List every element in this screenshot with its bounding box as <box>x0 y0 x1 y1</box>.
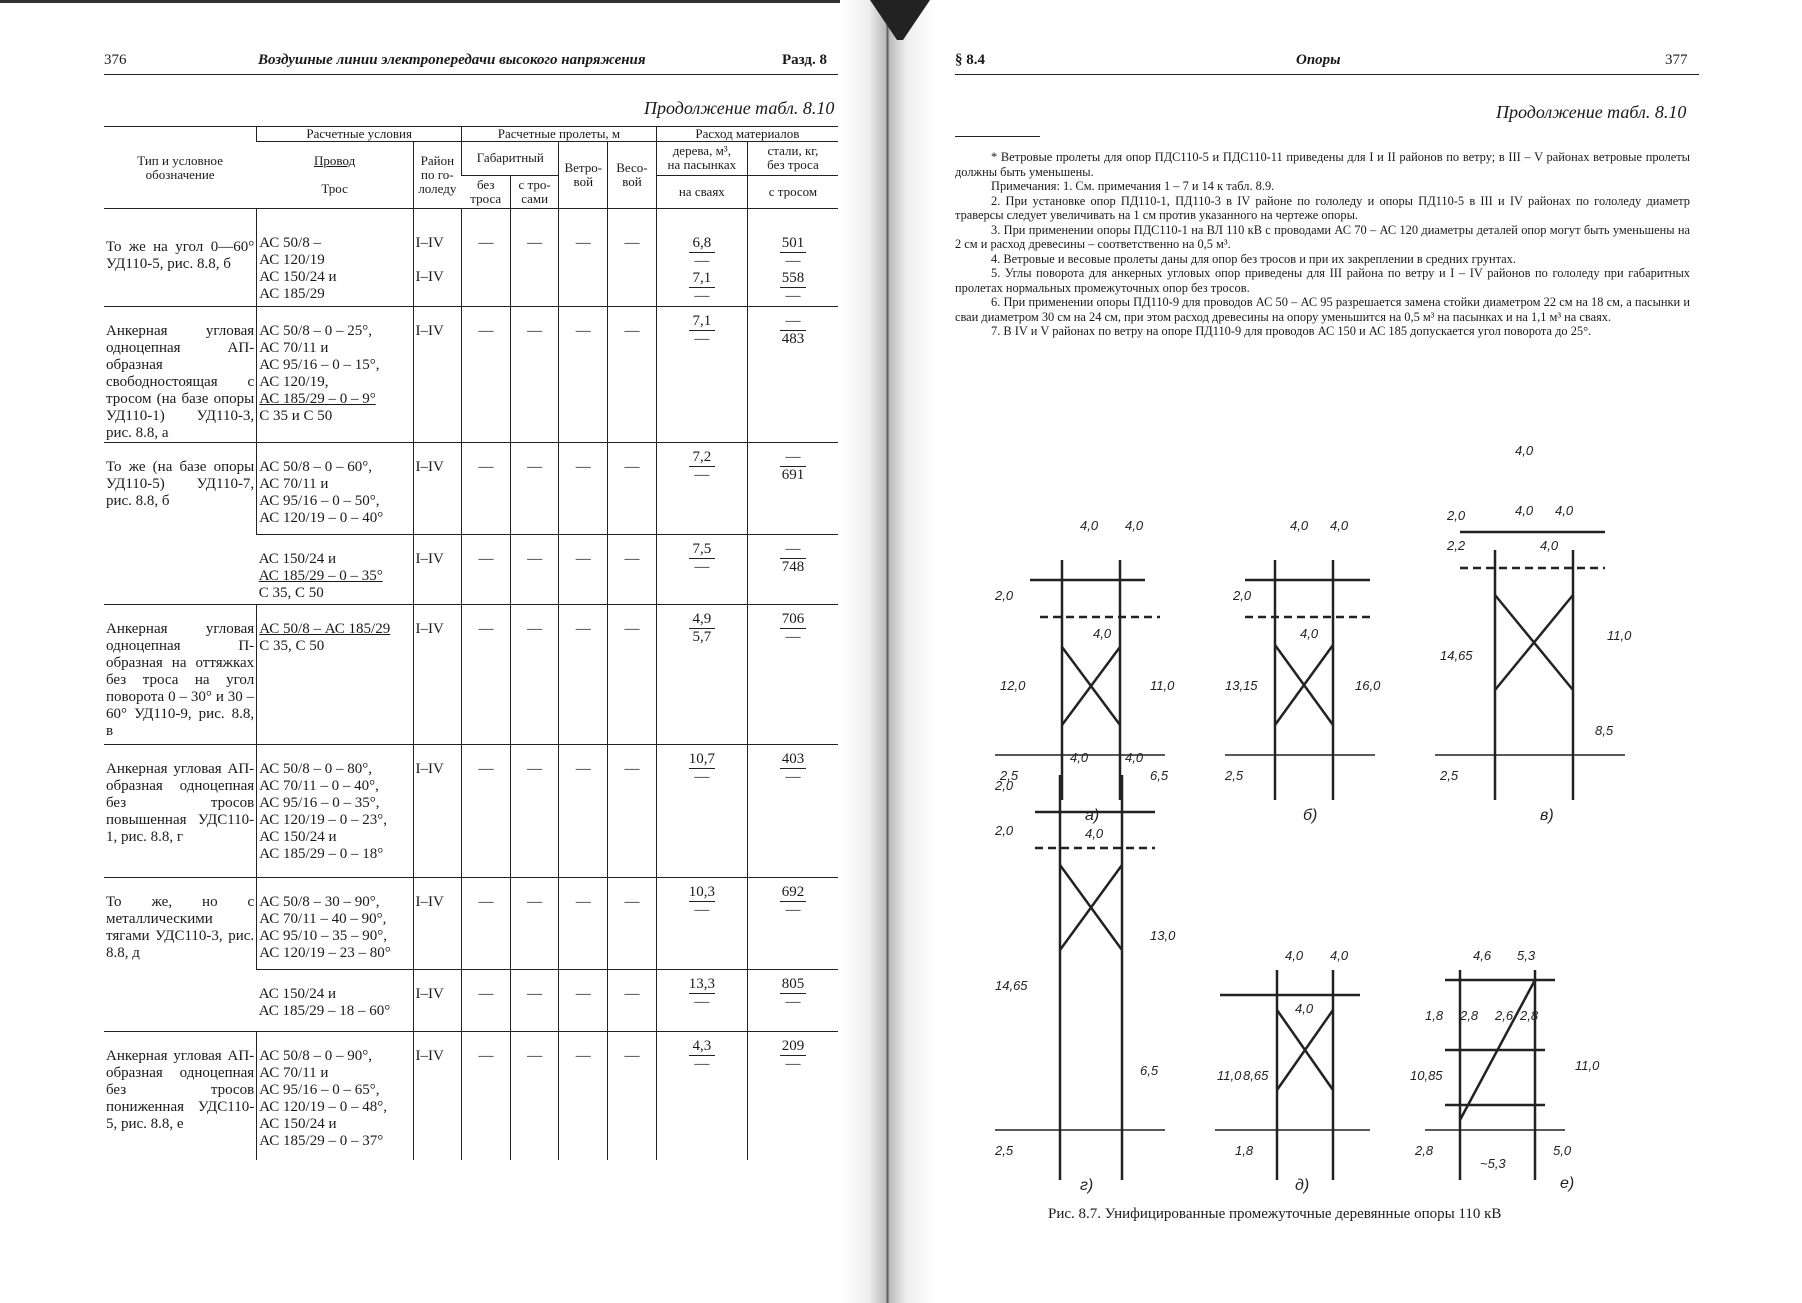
running-title-right: Опоры <box>1296 52 1341 68</box>
col-wire-rope <box>257 142 413 209</box>
dim-e-46: 4,6 <box>1473 948 1492 963</box>
note-heading: Примечания: 1. См. примечания 1 – 7 и 14 к табл. 8.9. <box>991 179 1275 193</box>
dim-v-110: 11,0 <box>1607 628 1632 643</box>
cell-dash: — <box>559 307 608 443</box>
row-steel: — 483 <box>747 307 838 443</box>
row-wires: АС 50/8 – АС 185/29 С 35, С 50 <box>257 605 413 745</box>
cell-dash: — <box>462 209 511 307</box>
row-region: I–IV <box>413 307 462 443</box>
row-steel: — 691 <box>747 443 838 535</box>
dim-d-40: 4,0 <box>1285 948 1304 963</box>
page-number-left: 376 <box>104 52 127 68</box>
row-steel: 501 — 558 — <box>747 209 838 307</box>
cell-dash: — <box>559 605 608 745</box>
note-5: 5. Углы поворота для анкерных угловых опор приведены для III района по ветру и I – IV районов по гололеду при габаритных пролетах нормальных промежуточных опор без тросов. <box>955 266 1690 295</box>
row-wood: 7,2 — <box>656 443 747 535</box>
row-type: Анкерная угловая одноцепная АП-образная свободностоящая с тросом (на базе опоры УД110-1) УД110-3, рис. 8.8, а <box>104 307 257 443</box>
row-wires: АС 150/24 и АС 185/29 – 0 – 35° С 35, С 50 <box>257 535 413 605</box>
cell-dash: — <box>608 443 657 535</box>
cell-dash: — <box>462 878 511 970</box>
dim-v-40: 4,0 <box>1515 443 1534 458</box>
row-region: I–IV <box>413 605 462 745</box>
cell-dash: — <box>608 535 657 605</box>
col-on-piles: на сваях <box>656 175 747 209</box>
row-wires: АС 50/8 – 0 – 60°, АС 70/11 и АС 95/16 – 0 – 50°, АС 120/19 – 0 – 40° <box>257 443 413 535</box>
dim-e-18: 1,8 <box>1425 1008 1444 1023</box>
cell-dash: — <box>510 605 559 745</box>
cell-dash: — <box>559 443 608 535</box>
note-7: 7. В IV и V районах по ветру на опоре ПД110-9 для проводов АС 150 и АС 185 допускается угол поворота до 25°. <box>991 324 1592 338</box>
row-wood: 7,1 — <box>656 307 747 443</box>
dim-b-25: 2,5 <box>1225 768 1244 783</box>
row-type: То же на угол 0—60° УД110-5, рис. 8.8, б <box>104 209 257 307</box>
dim-a-40: 4,0 <box>1080 518 1099 533</box>
dim-a-40b: 4,0 <box>1125 518 1144 533</box>
cell-dash: — <box>462 745 511 878</box>
row-steel: 706 — <box>747 605 838 745</box>
col-region: Район по го-лоледу <box>413 142 462 209</box>
dim-g-40b: 4,0 <box>1125 750 1144 765</box>
row-region: I–IV <box>413 878 462 970</box>
row-region: I–IV I–IV <box>413 209 462 307</box>
dim-b-160: 16,0 <box>1355 678 1381 693</box>
dim-d-40b: 4,0 <box>1330 948 1349 963</box>
table-row <box>104 1032 838 1160</box>
col-wood: дерева, м³, на пасынках <box>656 142 747 176</box>
cell-dash: — <box>608 745 657 878</box>
cell-dash: — <box>462 535 511 605</box>
cell-dash: — <box>559 970 608 1032</box>
dim-e-53: 5,3 <box>1517 948 1536 963</box>
table-row <box>104 605 838 745</box>
cell-dash: — <box>510 443 559 535</box>
row-steel: 692 — <box>747 878 838 970</box>
dim-e-53b: ~5,3 <box>1480 1156 1506 1171</box>
pole-v <box>1435 532 1625 800</box>
dim-g-1465: 14,65 <box>995 978 1028 993</box>
row-steel: — 748 <box>747 535 838 605</box>
dim-b-1315: 13,15 <box>1225 678 1258 693</box>
col-no-rope: без троса <box>462 175 511 209</box>
materials-table <box>104 126 838 1160</box>
row-wires: АС 50/8 – 0 – 80°, АС 70/11 – 0 – 40°, АС 95/16 – 0 – 35°, АС 120/19 – 0 – 23°, АС 150/24 и АС 185/29 – 0 – 18° <box>257 745 413 878</box>
dim-e-1085: 10,85 <box>1410 1068 1443 1083</box>
dim-g-20b: 2,0 <box>995 823 1014 838</box>
row-wood: 13,3 — <box>656 970 747 1032</box>
dim-g-20: 2,0 <box>995 778 1014 793</box>
dim-v-40c: 4,0 <box>1540 538 1559 553</box>
label-e: е) <box>1560 1175 1575 1192</box>
section-number: § 8.4 <box>955 52 985 68</box>
row-region: I–IV <box>413 745 462 878</box>
dim-v-1465: 14,65 <box>1440 648 1473 663</box>
dim-a-120: 12,0 <box>1000 678 1026 693</box>
header-rule <box>104 74 838 75</box>
dim-a-40c: 4,0 <box>1093 626 1112 641</box>
cell-dash: — <box>510 209 559 307</box>
left-page <box>0 0 900 1303</box>
table-row <box>104 307 838 443</box>
cell-dash: — <box>510 878 559 970</box>
row-type: То же, но с металлическими тягами УДС110-3, рис. 8.8, д <box>104 878 257 1032</box>
row-type: Анкерная угловая одноцепная П-образная на оттяжках без троса на угол поворота 0 – 30° и 30 – 60° УД110-9, рис. 8.8, в <box>104 605 257 745</box>
cell-dash: — <box>462 1032 511 1160</box>
dim-g-40c: 4,0 <box>1085 826 1104 841</box>
dim-g-25: 2,5 <box>995 1143 1014 1158</box>
cell-dash: — <box>462 970 511 1032</box>
header-rule-right <box>955 74 1699 75</box>
cell-dash: — <box>559 209 608 307</box>
running-title: Воздушные линии электропередачи высокого напряжения <box>258 52 646 68</box>
dim-d-110: 11,0 <box>1217 1068 1242 1083</box>
row-type: То же (на базе опоры УД110-5) УД110-7, рис. 8.8, б <box>104 443 257 605</box>
note-4: 4. Ветровые и весовые пролеты даны для опор без тросов и при их закреплении в средних грунтах. <box>991 251 1516 266</box>
table-caption-left: Продолжение табл. 8.10 <box>644 98 835 118</box>
dim-b-40: 4,0 <box>1290 518 1309 533</box>
row-region: I–IV <box>413 443 462 535</box>
dim-v-22: 2,2 <box>1447 538 1466 553</box>
dim-v-20: 2,0 <box>1447 508 1466 523</box>
col-rope: Трос <box>321 181 348 196</box>
dim-v-40a: 4,0 <box>1515 503 1534 518</box>
note-2: 2. При установке опор ПД110-1, ПД110-3 в IV районе по гололеду и опоры ПД110-5 в III и IV районах по гололеду диаметр траверсы следует увеличивать на 1 см против указанного на чертеже опоры. <box>955 193 1690 222</box>
cell-dash: — <box>608 1032 657 1160</box>
cell-dash: — <box>608 878 657 970</box>
row-wires: АС 50/8 – 0 – 90°, АС 70/11 и АС 95/16 – 0 – 65°, АС 120/19 – 0 – 48°, АС 150/24 и АС 185/29 – 0 – 37° <box>257 1032 413 1160</box>
cell-dash: — <box>510 307 559 443</box>
row-wires: АС 50/8 – 0 – 25°, АС 70/11 и АС 95/16 – 0 – 15°, АС 120/19, АС 185/29 – 0 – 9° С 35 и С 50 <box>257 307 413 443</box>
scan-top-edge <box>0 0 840 3</box>
cell-dash: — <box>510 745 559 878</box>
dim-a-25: 2,5 <box>1000 768 1019 783</box>
dim-d-865: 8,65 <box>1243 1068 1269 1083</box>
dim-v-25: 2,5 <box>1440 768 1459 783</box>
dim-e-50: 5,0 <box>1553 1143 1572 1158</box>
col-wind: Ветро-вой <box>559 142 608 209</box>
col-materials: Расход материалов <box>656 127 838 142</box>
row-wood: 7,5 — <box>656 535 747 605</box>
table-row <box>104 745 838 878</box>
row-steel: 805 — <box>747 970 838 1032</box>
cell-dash: — <box>608 605 657 745</box>
figure-8-7 <box>985 443 1705 1195</box>
dim-e-28c: 2,8 <box>1415 1143 1434 1158</box>
dim-a-110: 11,0 <box>1150 678 1175 693</box>
row-region: I–IV <box>413 1032 462 1160</box>
dim-g-40: 4,0 <box>1070 750 1089 765</box>
label-d: д) <box>1295 1177 1310 1194</box>
row-steel: 403 — <box>747 745 838 878</box>
dim-e-110: 11,0 <box>1575 1058 1600 1073</box>
col-with-rope-steel: с тросом <box>747 175 838 209</box>
note-6: 6. При применении опоры ПД110-9 для проводов АС 50 – АС 95 разрешается замена стойки диаметром 22 см на 18 см, а пасынки и сваи диаметром 30 см на 24 см, при этом расход древесины на опору уменьшится на 0,5 м³ на пасынках и на 1,1 м³ на сваях. <box>955 295 1690 324</box>
dim-e-28: 2,8 <box>1460 1008 1479 1023</box>
cell-dash: — <box>462 605 511 745</box>
row-wood: 10,3 — <box>656 878 747 970</box>
dim-v-85: 8,5 <box>1595 723 1614 738</box>
row-wires: АС 50/8 – 30 – 90°, АС 70/11 – 40 – 90°, АС 95/10 – 35 – 90°, АС 120/19 – 23 – 80° <box>257 878 413 970</box>
dim-g-65: 6,5 <box>1140 1063 1159 1078</box>
table-row <box>104 443 838 535</box>
cell-dash: — <box>608 209 657 307</box>
dim-e-26: 2,6 <box>1495 1008 1514 1023</box>
dim-a-20: 2,0 <box>995 588 1014 603</box>
label-v: в) <box>1540 807 1554 824</box>
col-weight: Весо-вой <box>608 142 657 209</box>
cell-dash: — <box>559 535 608 605</box>
dim-v-40b: 4,0 <box>1555 503 1574 518</box>
col-steel: стали, кг, без троса <box>747 142 838 176</box>
cell-dash: — <box>462 307 511 443</box>
row-steel: 209 — <box>747 1032 838 1160</box>
col-gabarit: Габаритный <box>462 142 559 176</box>
page-number-right: 377 <box>1665 52 1688 68</box>
note-3: 3. При применении опоры ПДС110-1 на ВЛ 110 кВ с проводами АС 70 – АС 120 диаметры деталей опор могут быть уменьшены на 2 см и расход древесины – соответственно на 0,5 м³. <box>955 222 1690 251</box>
row-wood: 6,8 — 7,1 — <box>656 209 747 307</box>
dim-e-28b: 2,8 <box>1520 1008 1539 1023</box>
label-b: б) <box>1303 807 1318 824</box>
note-footnote: * Ветровые пролеты для опор ПДС110-5 и ПДС110-11 приведены для I и II районов по ветру; в III – V районах ветровые пролеты должны быть уменьшены. <box>955 150 1690 179</box>
cell-dash: — <box>559 745 608 878</box>
col-wire: Провод <box>314 153 356 168</box>
cell-dash: — <box>559 878 608 970</box>
dim-b-40c: 4,0 <box>1300 626 1319 641</box>
dim-g-130: 13,0 <box>1150 928 1176 943</box>
cell-dash: — <box>510 970 559 1032</box>
row-region: I–IV <box>413 970 462 1032</box>
cell-dash: — <box>608 307 657 443</box>
col-type: Тип и условное обозначение <box>104 127 257 209</box>
row-type: Анкерная угловая АП-образная одноцепная без тросов пониженная УДС110-5, рис. 8.8, е <box>104 1032 257 1160</box>
notes-block <box>955 150 1690 339</box>
pole-e <box>1425 970 1565 1180</box>
dim-d-18: 1,8 <box>1235 1143 1254 1158</box>
row-wires: АС 50/8 – АС 120/19 АС 150/24 и АС 185/29 <box>257 209 413 307</box>
row-region: I–IV <box>413 535 462 605</box>
row-wood: 10,7 — <box>656 745 747 878</box>
table-row <box>104 878 838 970</box>
col-spans: Расчетные пролеты, м <box>462 127 657 142</box>
dim-d-40c: 4,0 <box>1295 1001 1314 1016</box>
section-label: Разд. 8 <box>782 52 828 68</box>
table-row <box>104 209 838 307</box>
label-g: г) <box>1080 1177 1094 1194</box>
cell-dash: — <box>608 970 657 1032</box>
cell-dash: — <box>559 1032 608 1160</box>
row-type: Анкерная угловая АП-образная одноцепная без тросов повышенная УДС110-1, рис. 8.8, г <box>104 745 257 878</box>
dim-b-20: 2,0 <box>1233 588 1252 603</box>
row-wood: 4,3 — <box>656 1032 747 1160</box>
label-a: а) <box>1085 807 1100 824</box>
row-wood: 4,9 5,7 <box>656 605 747 745</box>
row-wires: АС 150/24 и АС 185/29 – 18 – 60° <box>257 970 413 1032</box>
figure-caption: Рис. 8.7. Унифицированные промежуточные деревянные опоры 110 кВ <box>1048 1206 1502 1222</box>
col-with-rope: с тро-сами <box>510 175 559 209</box>
footnote-rule <box>955 136 1040 137</box>
cell-dash: — <box>462 443 511 535</box>
col-conditions: Расчетные условия <box>257 127 462 142</box>
cell-dash: — <box>510 535 559 605</box>
cell-dash: — <box>510 1032 559 1160</box>
dim-b-40b: 4,0 <box>1330 518 1349 533</box>
table-caption-right: Продолжение табл. 8.10 <box>1496 102 1687 122</box>
dim-a-65: 6,5 <box>1150 768 1169 783</box>
